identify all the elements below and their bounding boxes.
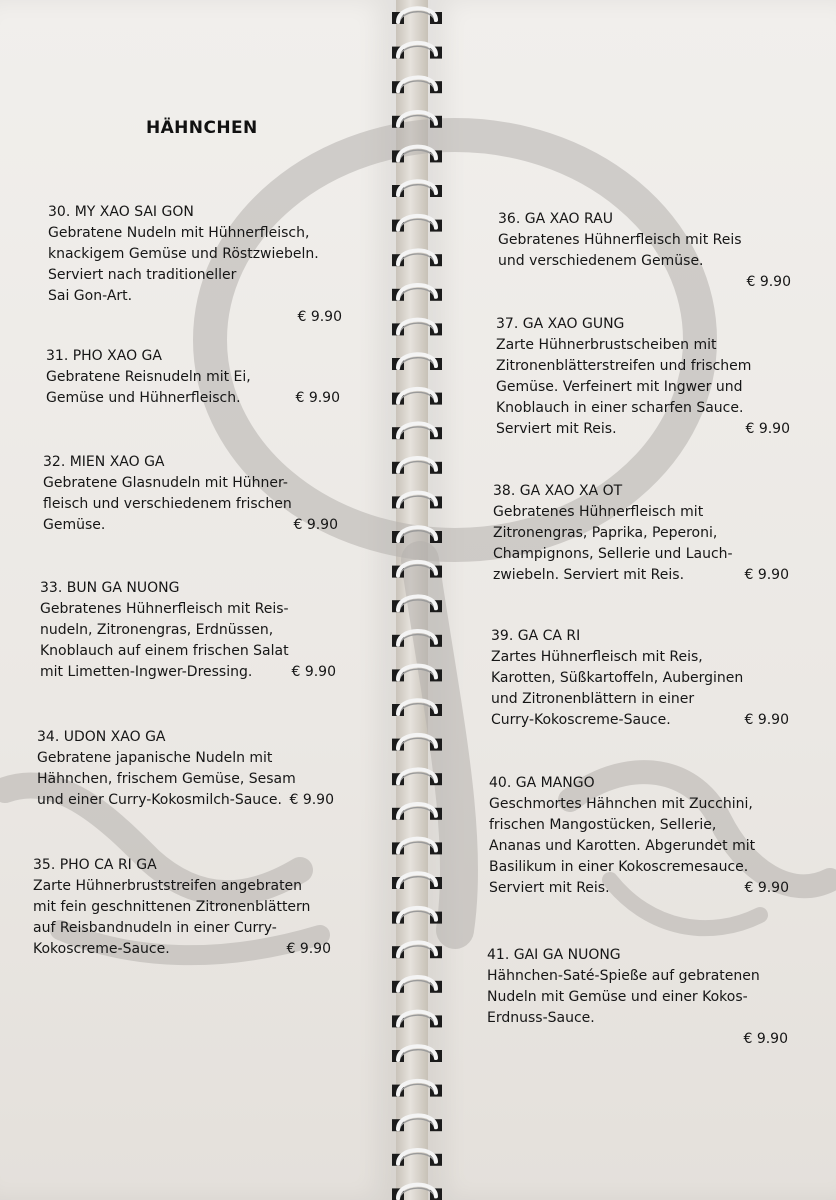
menu-item-description: Zartes Hühnerfleisch mit Reis, Karotten, Süßkartoffeln, Auberginen und Zitronenblättern in einer Curry-Kokoscreme-Sauce. [491, 649, 744, 728]
menu-item-description: Gebratene Reisnudeln mit Ei, Gemüse und Hühnerfleisch. [46, 369, 251, 406]
menu-item-name: 37. GA XAO GUNG [496, 316, 625, 332]
menu-item-price: € 9.90 [744, 567, 789, 583]
menu-item-description: Gebratenes Hühnerfleisch mit Reis- nudeln, Zitronengras, Erdnüssen, Knoblauch auf einem frischen Salat mit Limetten-Ingwer-Dressing. [40, 601, 289, 680]
menu-item-price: € 9.90 [289, 792, 334, 808]
menu-item [489, 773, 789, 899]
menu-item-price: € 9.90 [297, 309, 342, 325]
menu-item-description: Gebratene japanische Nudeln mit Hähnchen, frischem Gemüse, Sesam und einer Curry-Kokosmilch-Sauce. [37, 750, 296, 808]
menu-item [48, 202, 342, 328]
menu-item [33, 855, 331, 960]
menu-item-name: 40. GA MANGO [489, 775, 595, 791]
menu-item-price: € 9.90 [743, 1031, 788, 1047]
menu-item-description: Hähnchen-Saté-Spieße auf gebratenen Nudeln mit Gemüse und einer Kokos- Erdnuss-Sauce. [487, 968, 760, 1026]
menu-item-price: € 9.90 [744, 712, 789, 728]
menu-item-price: € 9.90 [293, 517, 338, 533]
menu-item-price: € 9.90 [746, 274, 791, 290]
menu-item-price: € 9.90 [745, 421, 790, 437]
menu-item-price: € 9.90 [286, 941, 331, 957]
menu-item-name: 31. PHO XAO GA [46, 348, 162, 364]
menu-item [491, 626, 789, 731]
binding-gutter [396, 0, 428, 1200]
menu-item [43, 452, 338, 536]
menu-item-name: 41. GAI GA NUONG [487, 947, 621, 963]
menu-item [37, 727, 334, 811]
menu-item-name: 35. PHO CA RI GA [33, 857, 157, 873]
menu-item-name: 36. GA XAO RAU [498, 211, 613, 227]
menu-item-name: 38. GA XAO XA OT [493, 483, 623, 499]
menu-item-name: 39. GA CA RI [491, 628, 581, 644]
menu-item-name: 32. MIEN XAO GA [43, 454, 165, 470]
menu-item-name: 33. BUN GA NUONG [40, 580, 180, 596]
menu-item-price: € 9.90 [295, 390, 340, 406]
menu-item-description: Gebratene Glasnudeln mit Hühner- fleisch und verschiedenem frischen Gemüse. [43, 475, 292, 533]
menu-item-name: 30. MY XAO SAI GON [48, 204, 194, 220]
menu-item [40, 578, 336, 683]
menu-item-description: Zarte Hühnerbrustscheiben mit Zitronenblätterstreifen und frischem Gemüse. Verfeinert mit Ingwer und Knoblauch in einer scharfen Sauce. Serviert mit Reis. [496, 337, 752, 437]
menu-item-description: Gebratene Nudeln mit Hühnerfleisch, knackigem Gemüse und Röstzwiebeln. Serviert nach traditioneller Sai Gon-Art. [48, 225, 319, 304]
menu-item-price: € 9.90 [291, 664, 336, 680]
menu-item [46, 346, 340, 409]
menu-item-description: Gebratenes Hühnerfleisch mit Zitronengras, Paprika, Peperoni, Champignons, Sellerie und Lauch- zwiebeln. Serviert mit Reis. [493, 504, 733, 583]
menu-item-description: Geschmortes Hähnchen mit Zucchini, frischen Mangostücken, Sellerie, Ananas und Karotten. Abgerundet mit Basilikum in einer Kokoscremesauce. Serviert mit Reis. [489, 796, 756, 896]
menu-item [498, 209, 791, 293]
section-title: HÄHNCHEN [146, 118, 258, 138]
menu-item [487, 945, 788, 1050]
menu-item-price: € 9.90 [744, 880, 789, 896]
menu-item [496, 314, 790, 440]
menu-item-description: Zarte Hühnerbruststreifen angebraten mit fein geschnittenen Zitronenblättern auf Reisbandnudeln in einer Curry- Kokoscreme-Sauce. [33, 878, 311, 957]
menu-item [493, 481, 789, 586]
menu-item-description: Gebratenes Hühnerfleisch mit Reis und verschiedenem Gemüse. [498, 232, 742, 269]
menu-item-name: 34. UDON XAO GA [37, 729, 166, 745]
